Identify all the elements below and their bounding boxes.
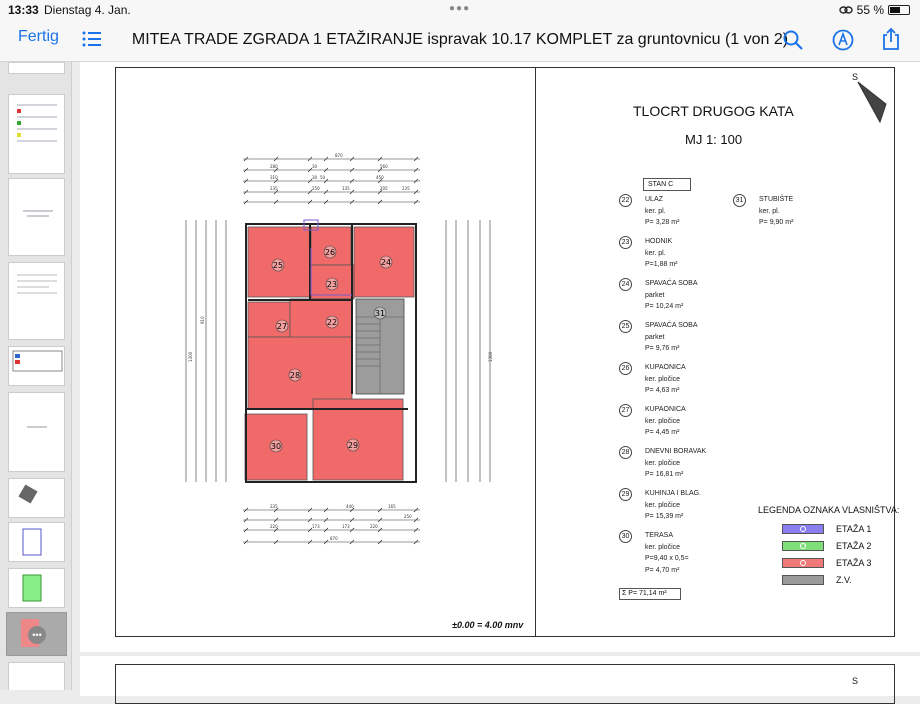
dimension-label: 205 xyxy=(380,186,388,191)
stair-floor: ker. pl. xyxy=(759,207,780,215)
ownership-swatch xyxy=(782,524,824,534)
room-floor: ker. pločice xyxy=(645,375,681,383)
room-floor: ker. pl. xyxy=(645,207,666,215)
dimension-label: 235 xyxy=(270,504,278,509)
room-name: DNEVNI BORAVAK xyxy=(645,448,707,455)
total-area-box xyxy=(619,588,681,600)
room-marker-label: 28 xyxy=(289,371,301,380)
room-area: P= 4,63 m² xyxy=(645,387,680,394)
room-floor: ker. pl. xyxy=(645,249,666,257)
ownership-label: ETAŽA 1 xyxy=(836,524,872,534)
level-note: ±0.00 = 4.00 mnv xyxy=(452,620,524,630)
room-entry xyxy=(621,530,741,576)
room-number: 26 xyxy=(619,362,632,375)
dimension-label: 235 xyxy=(402,186,410,191)
stair-number: 31 xyxy=(733,194,746,207)
ownership-legend-item xyxy=(782,575,852,585)
room-entry xyxy=(621,320,741,355)
room-entry xyxy=(621,362,741,397)
room-marker-label: 31 xyxy=(374,309,386,318)
room-floor: ker. pločice xyxy=(645,459,681,467)
dimension-label: 280 xyxy=(270,164,278,169)
status-time: 13:33 xyxy=(8,3,39,17)
ownership-mark-icon xyxy=(800,526,806,532)
ownership-legend-item xyxy=(782,524,871,534)
dimension-label: 235 xyxy=(270,186,278,191)
room-entry xyxy=(621,404,741,439)
room-area: P= 10,24 m² xyxy=(645,303,684,310)
battery-icon xyxy=(888,5,910,15)
room-name: KUPAONICA xyxy=(645,364,686,371)
page-thumbnail[interactable] xyxy=(8,94,65,174)
dimension-label: 440 xyxy=(346,504,354,509)
stair-entry xyxy=(735,194,855,229)
dimension-label: 910 xyxy=(200,316,205,324)
room-number: 27 xyxy=(619,404,632,417)
room-entry xyxy=(621,236,741,271)
room-floor: parket xyxy=(645,291,665,299)
dimension-label: 50 xyxy=(320,175,326,180)
battery-percent: 55 % xyxy=(856,3,884,17)
page-thumbnail[interactable] xyxy=(8,262,65,340)
ownership-label: ETAŽA 3 xyxy=(836,558,872,568)
apartment-label: STAN C xyxy=(643,178,691,191)
room-number: 30 xyxy=(619,530,632,543)
drawing-title: TLOCRT DRUGOG KATA xyxy=(633,103,794,119)
status-bar xyxy=(0,0,920,20)
room-marker-label: 23 xyxy=(326,280,338,289)
page-thumbnail-selected[interactable] xyxy=(6,612,67,656)
dimension-label: 250 xyxy=(312,186,320,191)
room-area: P= 4,45 m² xyxy=(645,429,680,436)
north-label-next: S xyxy=(852,676,859,686)
room-area: P= 3,28 m² xyxy=(645,219,680,226)
drawing-scale: MJ 1: 100 xyxy=(685,132,743,147)
ownership-legend-item xyxy=(782,541,871,551)
room-area: P= 9,76 m² xyxy=(645,345,680,352)
room-name: KUHINJA I BLAG. xyxy=(645,490,702,497)
ownership-legend-title: LEGENDA OZNAKA VLASNIŠTVA: xyxy=(758,505,900,515)
room-marker-label: 29 xyxy=(347,441,359,450)
drawing-frame-next xyxy=(115,664,895,704)
room-name: ULAZ xyxy=(645,196,663,203)
status-date: Dienstag 4. Jan. xyxy=(44,3,131,17)
share-icon[interactable] xyxy=(881,27,901,56)
stair-area: P= 9,90 m² xyxy=(759,219,794,226)
dimension-label: 173 xyxy=(312,524,320,529)
room-name: SPAVAĆA SOBA xyxy=(645,280,698,287)
room-area: P=9,40 x 0,5= xyxy=(645,555,689,562)
room-floor: ker. pločice xyxy=(645,543,681,551)
dimension-label: 1300 xyxy=(188,351,193,362)
dimension-label: 250 xyxy=(404,514,412,519)
ownership-mark-icon xyxy=(800,543,806,549)
page-thumbnail[interactable] xyxy=(8,62,65,74)
room-floor: ker. pločice xyxy=(645,501,681,509)
dimension-label: 870 xyxy=(330,536,338,541)
ownership-label: Z.V. xyxy=(836,575,852,585)
ownership-swatch xyxy=(782,558,824,568)
dimension-label: 220 xyxy=(370,524,378,529)
room-number: 29 xyxy=(619,488,632,501)
page-thumbnail[interactable] xyxy=(8,392,65,472)
room-marker-label: 27 xyxy=(276,322,288,331)
dimension-label: 30 xyxy=(312,175,318,180)
room-name: HODNIK xyxy=(645,238,673,245)
page-thumbnails xyxy=(0,62,72,690)
dimension-label: 220 xyxy=(270,524,278,529)
room-floor: parket xyxy=(645,333,665,341)
room-number: 25 xyxy=(619,320,632,333)
room-name: TERASA xyxy=(645,532,674,539)
room-name: KUPAONICA xyxy=(645,406,686,413)
dimension-label: 173 xyxy=(342,524,350,529)
room-entry xyxy=(621,488,741,523)
status-right xyxy=(839,3,910,17)
room-marker-label: 24 xyxy=(380,258,392,267)
room-area: P= 15,39 m² xyxy=(645,513,684,520)
dimension-label: 870 xyxy=(335,153,343,158)
room-name: SPAVAĆA SOBA xyxy=(645,322,698,329)
markup-icon[interactable] xyxy=(832,29,854,56)
page-thumbnail[interactable] xyxy=(8,346,65,386)
room-area: P= 16,81 m² xyxy=(645,471,684,478)
dimension-label: 165 xyxy=(388,504,396,509)
room-marker-label: 30 xyxy=(270,442,282,451)
room-marker-label: 22 xyxy=(326,318,338,327)
dimension-label: 1300 xyxy=(488,351,493,362)
pdf-page-next xyxy=(80,656,920,696)
ownership-mark-icon xyxy=(800,560,806,566)
document-title: MITEA TRADE ZGRADA 1 ETAŽIRANJE ispravak 10.17 KOMPLET za gruntovnicu (1 von 2) xyxy=(131,31,789,48)
room-29-area xyxy=(313,399,403,480)
room-marker-label: 26 xyxy=(324,248,336,257)
page-thumbnail[interactable] xyxy=(8,662,65,690)
north-label: S xyxy=(852,72,859,82)
ownership-legend-item xyxy=(782,558,871,568)
dimension-label: 310 xyxy=(270,175,278,180)
page-thumbnail[interactable] xyxy=(8,522,65,562)
page-thumbnail[interactable] xyxy=(8,178,65,256)
north-arrow-icon xyxy=(850,74,894,130)
pdf-page xyxy=(80,62,920,652)
dimension-label: 450 xyxy=(376,175,384,180)
ownership-swatch xyxy=(782,541,824,551)
room-area: P=1,88 m² xyxy=(645,261,678,268)
search-icon[interactable] xyxy=(783,30,803,55)
ownership-label: ETAŽA 2 xyxy=(836,541,872,551)
dimension-label: 30 xyxy=(312,164,318,169)
room-entry xyxy=(621,278,741,313)
stair-name: STUBIŠTE xyxy=(759,196,794,203)
multitasking-dots[interactable]: ●●● xyxy=(449,3,471,14)
room-floor: ker. pločice xyxy=(645,417,681,425)
room-number: 23 xyxy=(619,236,632,249)
dimension-label: 560 xyxy=(380,164,388,169)
list-icon[interactable] xyxy=(82,30,102,53)
link-icon xyxy=(839,5,853,15)
total-area: P= 71,14 m² xyxy=(628,590,667,597)
page-thumbnail[interactable] xyxy=(8,478,65,518)
room-22-area xyxy=(290,299,352,339)
room-marker-label: 25 xyxy=(272,261,284,270)
done-button[interactable]: Fertig xyxy=(18,28,59,45)
room-area-net: P= 4,70 m² xyxy=(645,566,680,574)
room-entry xyxy=(621,446,741,481)
sum-symbol: Σ xyxy=(622,590,627,597)
ownership-swatch xyxy=(782,575,824,585)
room-number: 24 xyxy=(619,278,632,291)
room-entry xyxy=(621,194,741,229)
toolbar xyxy=(0,20,920,62)
room-number: 22 xyxy=(619,194,632,207)
dimension-label: 135 xyxy=(342,186,350,191)
room-number: 28 xyxy=(619,446,632,459)
page-thumbnail[interactable] xyxy=(8,568,65,608)
svg-text:•••: ••• xyxy=(32,630,42,640)
